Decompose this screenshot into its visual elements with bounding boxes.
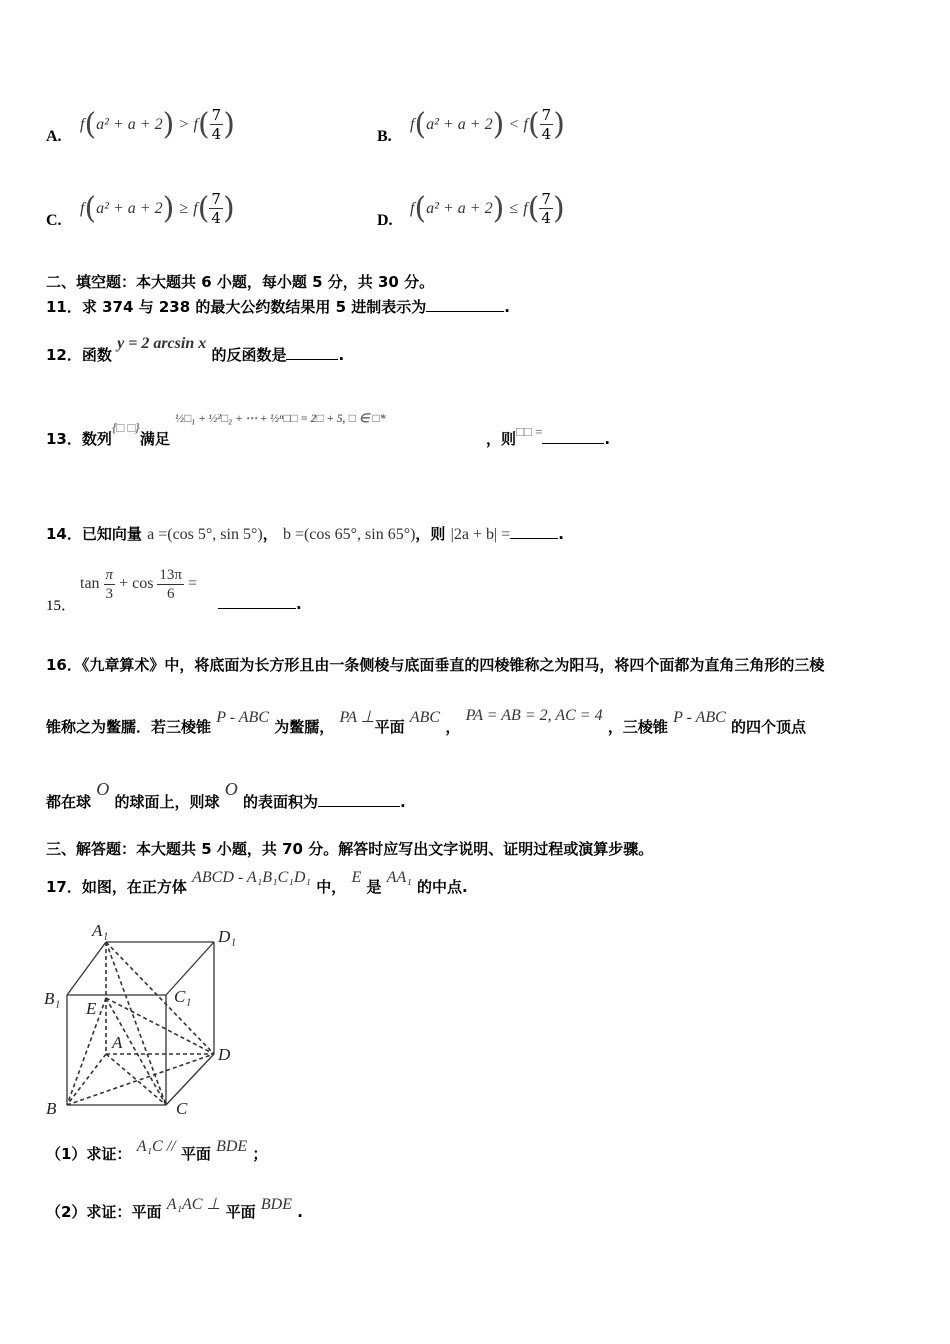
segment-b-d (67, 1054, 214, 1105)
question-17-part-1: （1）求证： A₁C // 平面 BDE ； (46, 1138, 268, 1163)
section-heading-fill-in: 二、填空题：本大题共 6 小题，每小题 5 分，共 30 分。 (46, 273, 435, 291)
formula: ½□₁ + ½²□₂ + ⋯ + ½ⁿ□□ = 2□ + 5, □ ∈ □* (175, 411, 386, 425)
vector-b: b =(cos 65°, sin 65°) (282, 526, 416, 543)
question-14: 14．已知向量 a =(cos 5°, sin 5°)， b =(cos 65°, sin 65°)，则 |2a + b| = . (46, 525, 564, 543)
fraction: $\frac{\pi}{3}$ (105, 567, 114, 602)
formula: y = 2 arcsin x (117, 335, 207, 352)
option-d-label: D. (377, 212, 393, 229)
cube-figure (40, 918, 240, 1118)
question-17: 17．如图，在正方体 ABCD - A₁B₁C₁D₁ 中， E 是 AA₁ 的中点. (46, 869, 468, 896)
section-heading-solutions: 三、解答题：本大题共 5 小题，共 70 分。解答时应写出文字说明、证明过程或演算步骤。 (46, 840, 654, 858)
question-16-line-2: 锥称之为鳖臑．若三棱锥 P - ABC 为鳖臑， PA ⊥平面 ABC ， PA = AB = 2, AC = 4 ，三棱锥 P - ABC 的四个顶点 (46, 707, 807, 736)
question-17-part-2: （2）求证：平面 A₁AC ⊥ 平面 BDE . (46, 1196, 303, 1221)
label-a1: A₁ (92, 921, 109, 940)
question-16-line-3: 都在球 O 的球面上，则球 O 的表面积为 . (46, 779, 406, 811)
vector-a: a =(cos 5°, sin 5°) (147, 526, 263, 543)
fraction: $\frac{7}{4}$ (211, 190, 221, 227)
answer-blank (542, 429, 604, 444)
label-b1: B₁ (44, 989, 61, 1008)
edge-a1-b1 (67, 942, 106, 995)
segment-a-c (106, 1054, 166, 1105)
label-a: A (112, 1033, 123, 1052)
answer-blank (286, 345, 338, 360)
option-c-label: C. (46, 212, 62, 229)
answer-blank (510, 524, 558, 539)
answer-blank (318, 792, 400, 807)
option-a-label: A. (46, 128, 62, 145)
label-d: D (218, 1045, 231, 1064)
label-e: E (86, 999, 97, 1018)
edge-c-d (166, 1054, 214, 1105)
label-d1: D₁ (218, 927, 237, 946)
fraction: $\frac{7}{4}$ (541, 190, 551, 227)
norm-expression: |2a + b| = (450, 526, 511, 543)
question-13-answer: ，则□□ = . (486, 424, 611, 448)
answer-blank (426, 297, 504, 312)
option-b-label: B. (377, 128, 392, 145)
question-13: 13．数列{□ □}满足 $^{\frac{1}{2}□_1 + \frac{1}{2}^2□_2 + \cdots + \frac{1}{2}^n□□ = 2□ + 5, □ \in □*}$ (46, 411, 386, 448)
label-c1: C₁ (174, 987, 192, 1006)
fraction: $\frac{7}{4}$ (211, 106, 222, 143)
fraction: $\frac{13\pi}{6}$ (159, 567, 182, 602)
question-12: 12．函数 y = 2 arcsin x 的反函数是 . (46, 335, 345, 364)
question-16-line-1: 16．《九章算术》中，将底面为长方形且由一条侧棱与底面垂直的四棱锥称之为阳马，将四个面都为直角三角形的三棱 (46, 656, 825, 674)
label-c: C (176, 1099, 188, 1118)
answer-blank (218, 594, 296, 609)
question-11: 11．求 374 与 238 的最大公约数结果用 5 进制表示为 . (46, 298, 510, 316)
edge-a-b (67, 1054, 106, 1105)
fraction: $\frac{7}{4}$ (541, 106, 552, 143)
label-b: B (46, 1099, 57, 1118)
